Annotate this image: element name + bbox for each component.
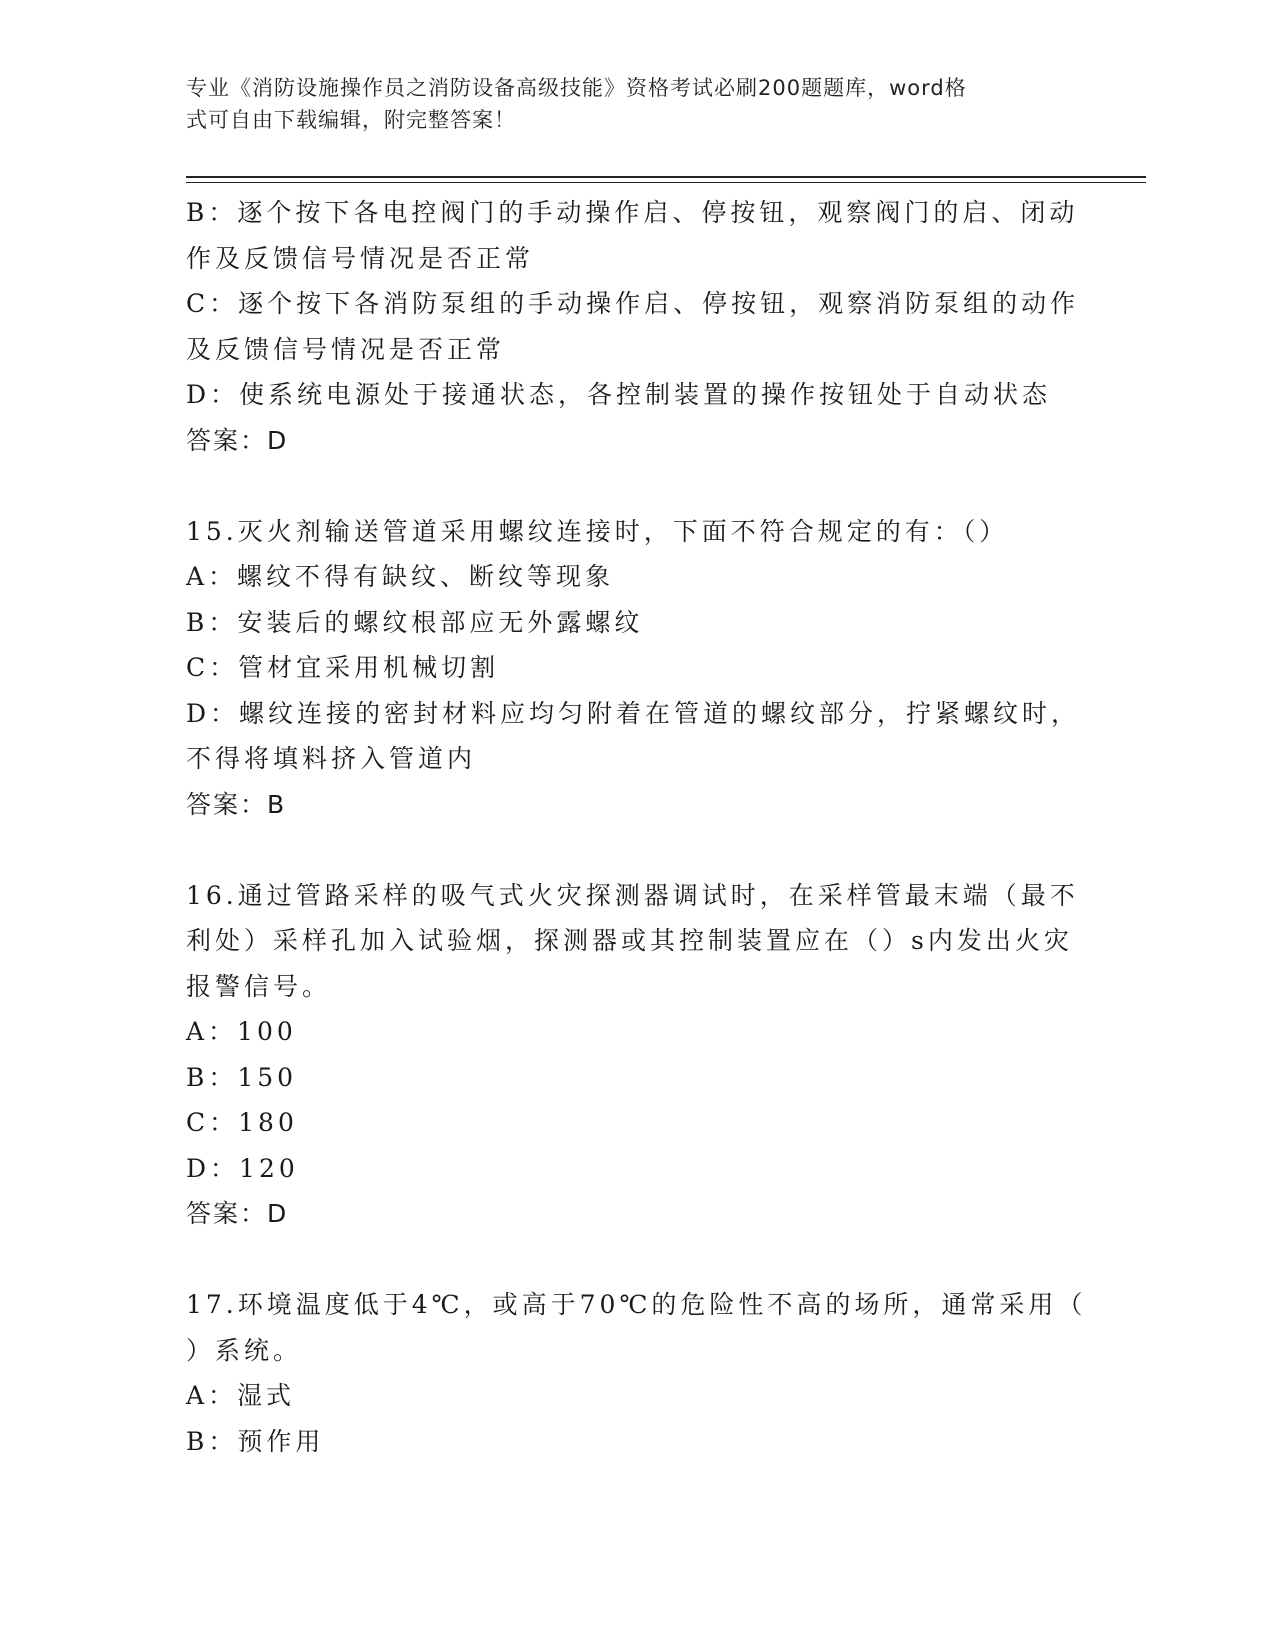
option-b: B：预作用 [186,1426,325,1456]
answer: 答案：D [186,1199,289,1228]
option-c-line-1: C：逐个按下各消防泵组的手动操作启、停按钮，观察消防泵组的动作 [186,289,1080,318]
question-stem-line-1: 16.通过管路采样的吸气式火灾探测器调试时，在采样管最末端（最不 [186,880,1079,910]
question-stem-line-2: 利处）采样孔加入试验烟，探测器或其控制装置应在（）s内发出火灾 [186,926,1073,955]
spacer [186,827,1086,873]
option-d-line-2: 不得将填料挤入管道内 [186,744,477,773]
question-stem-line-2: ）系统。 [186,1335,303,1365]
question-17 [186,1282,1086,1464]
header-title-line-1: 专业《消防设施操作员之消防设备高级技能》资格考试必刷200题题库，word格 [186,76,967,100]
option-d: D：120 [186,1153,299,1183]
option-c: C：180 [186,1108,298,1137]
option-b-line-1: B：逐个按下各电控阀门的手动操作启、停按钮，观察阀门的启、闭动 [186,198,1079,227]
option-c: C：管材宜采用机械切割 [186,653,500,682]
option-d-line-1: D：螺纹连接的密封材料应均匀附着在管道的螺纹部分，拧紧螺纹时， [186,698,1081,728]
question-stem-line-1: 17.环境温度低于4℃，或高于70℃的危险性不高的场所，通常采用（ [186,1290,1087,1319]
spacer [186,463,1086,509]
question-content [186,190,1086,1464]
option-b: B：安装后的螺纹根部应无外露螺纹 [186,607,644,637]
question-stem-line-3: 报警信号。 [186,971,332,1001]
document-header [186,72,1086,136]
answer: 答案：B [186,789,287,819]
option-c-line-2: 及反馈信号情况是否正常 [186,334,506,364]
question-15 [186,509,1086,828]
question-16 [186,873,1086,1237]
header-title-line-2: 式可自由下载编辑，附完整答案！ [186,108,516,132]
option-b-line-2: 作及反馈信号情况是否正常 [186,243,535,273]
option-a: A：100 [186,1017,297,1046]
header-divider-thick [186,176,1146,178]
option-b: B：150 [186,1062,298,1092]
option-d: D：使系统电源处于接通状态，各控制装置的操作按钮处于自动状态 [186,380,1052,409]
question-14-continuation [186,190,1086,463]
spacer [186,1237,1086,1283]
header-divider-thin [186,182,1146,183]
question-stem: 15.灭火剂输送管道采用螺纹连接时，下面不符合规定的有：（） [186,516,1009,546]
answer: 答案：D [186,425,289,455]
option-a: A：螺纹不得有缺纹、断纹等现象 [186,562,615,591]
option-a: A：湿式 [186,1381,296,1410]
